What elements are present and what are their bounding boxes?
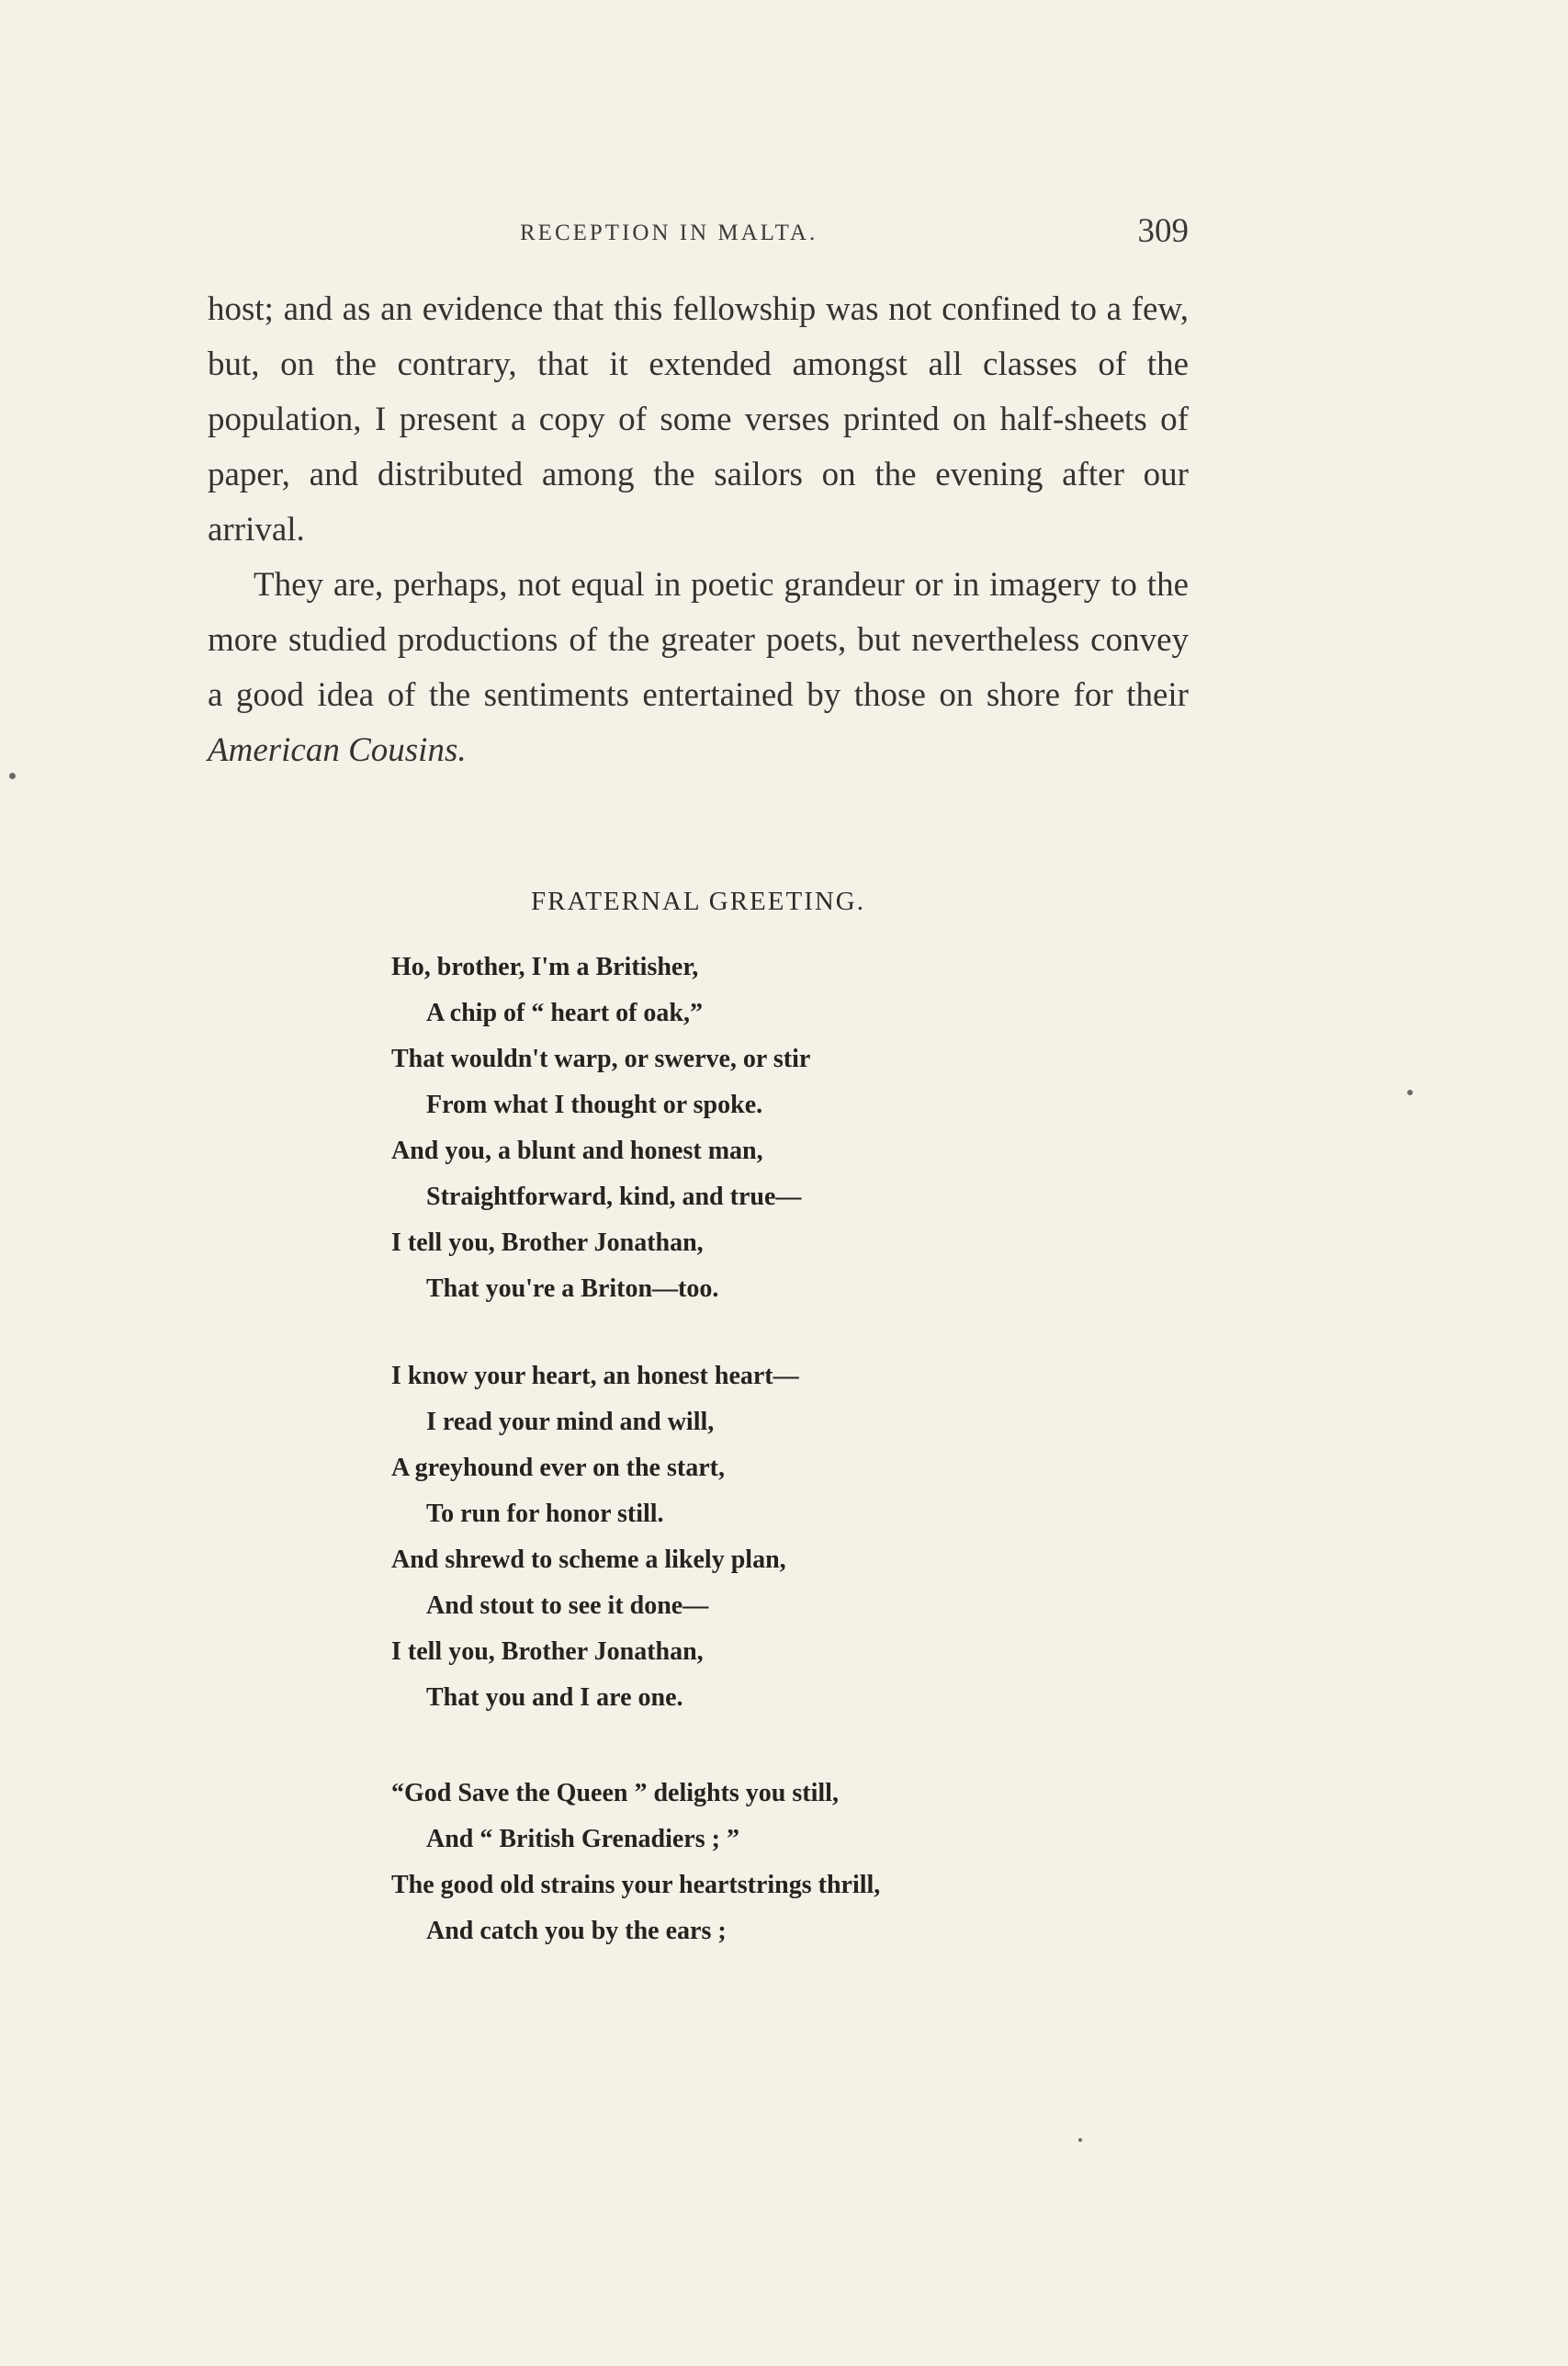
poem-stanza-2 [391, 1353, 799, 1721]
poem-line: I tell you, Brother Jonathan, [391, 1637, 704, 1666]
poem-line: To run for honor still. [426, 1500, 664, 1528]
page-header [208, 211, 1189, 266]
paper-speck [9, 773, 16, 779]
poem-line: I tell you, Brother Jonathan, [391, 1228, 704, 1257]
poem-line: And catch you by the ears ; [426, 1917, 727, 1945]
poem-line: And shrewd to scheme a likely plan, [391, 1545, 786, 1574]
poem-stanza-1 [391, 945, 810, 1312]
poem-title: FRATERNAL GREETING. [531, 887, 865, 916]
poem-line: A chip of “ heart of oak,” [426, 999, 703, 1027]
poem-line: And you, a blunt and honest man, [391, 1137, 763, 1165]
poem-line: “God Save the Queen ” delights you still, [391, 1779, 839, 1807]
poem-line: I read your mind and will, [426, 1408, 715, 1436]
poem-line: The good old strains your heartstrings thrill, [391, 1871, 881, 1899]
poem-line: A greyhound ever on the start, [391, 1454, 725, 1482]
page-number: 309 [1137, 212, 1189, 250]
poem-line: Ho, brother, I'm a Britisher, [391, 953, 699, 981]
poem-line: Straightforward, kind, and true— [426, 1183, 802, 1211]
poem-line: From what I thought or spoke. [426, 1091, 763, 1119]
paragraph-2-italic: American Cousins. [208, 731, 467, 769]
poem-line: That you and I are one. [426, 1683, 683, 1712]
poem-line: And stout to see it done— [426, 1591, 709, 1620]
running-title: RECEPTION IN MALTA. [520, 221, 818, 245]
poem-line: That wouldn't warp, or swerve, or stir [391, 1045, 811, 1073]
poem-line: And “ British Grenadiers ; ” [426, 1825, 739, 1853]
paragraph-2 [208, 558, 1189, 778]
paper-speck [1407, 1090, 1413, 1095]
prose-text [208, 282, 1189, 778]
paper-speck [1078, 2138, 1082, 2142]
paragraph-1: host; and as an evidence that this fellowship was not confined to a few, but, on the contrary, that it extended amongst all classes of the population, I present a copy of some verses printed on half-sheets of paper, and distributed among the sailors on the evening after our arrival. [208, 290, 1189, 549]
poem-line: That you're a Briton—too. [426, 1274, 719, 1303]
poem-line: I know your heart, an honest heart— [391, 1362, 799, 1390]
poem-stanza-3 [391, 1771, 880, 1954]
paragraph-2-text: They are, perhaps, not equal in poetic grandeur or in imagery to the more studied productions of the greater poets, but nevertheless convey a good idea of the sentiments entertained by those on shore for their [208, 566, 1189, 714]
